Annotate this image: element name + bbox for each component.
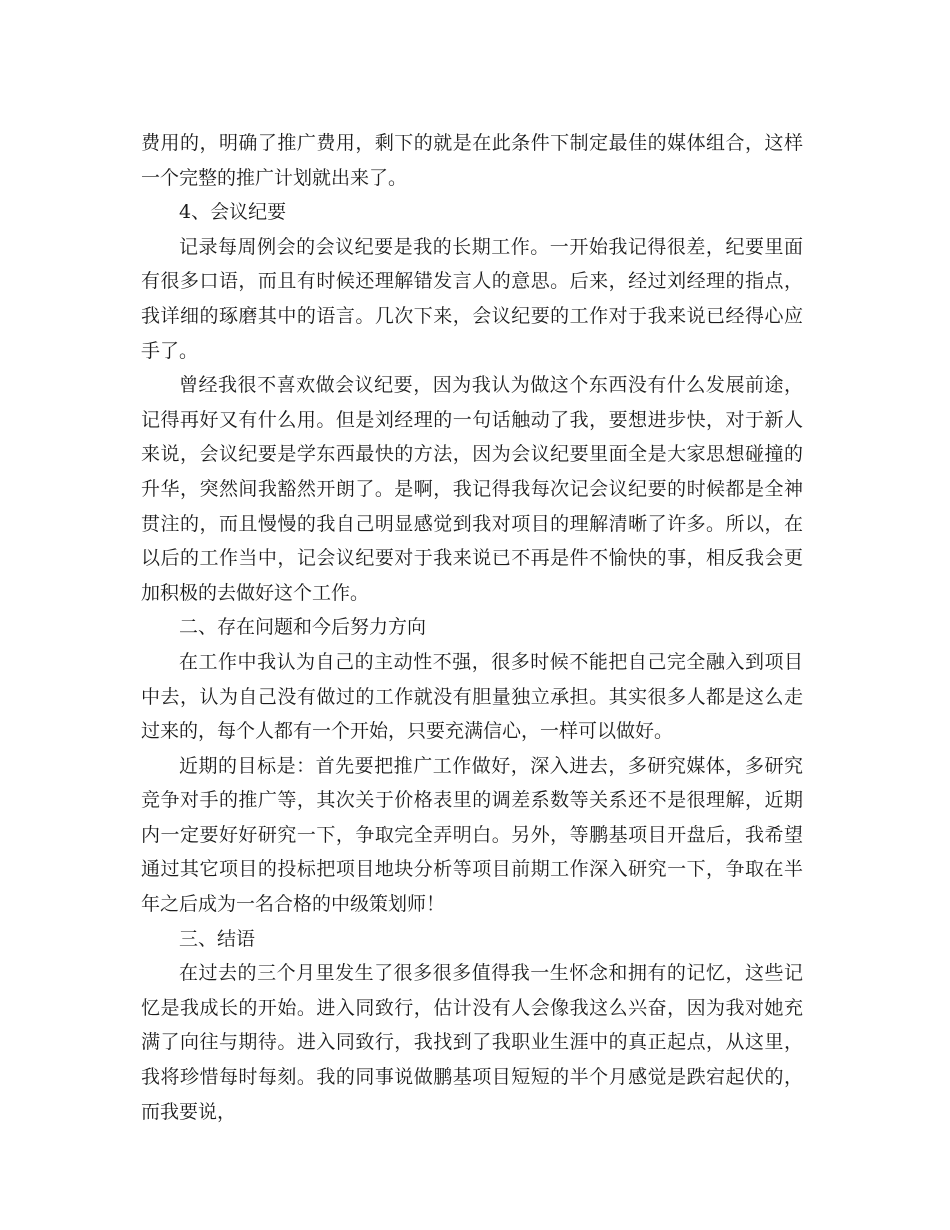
paragraph: 记录每周例会的会议纪要是我的长期工作。一开始我记得很差，纪要里面有很多口语，而且有时候还理解错发言人的意思。后来，经过刘经理的指点，我详细的琢磨其中的语言。几次下来，会议纪要的工作对于我来说已经得心应手了。 xyxy=(141,235,803,362)
section-heading-meeting-minutes: 4、会议纪要 xyxy=(179,201,287,224)
paragraph: 在工作中我认为自己的主动性不强，很多时候不能把自己完全融入到项目中去，认为自己没有做过的工作就没有胆量独立承担。其实很多人都是这么走过来的，每个人都有一个开始，只要充满信心，一样可以做好。 xyxy=(141,650,803,743)
paragraph-continuation: 费用的，明确了推广费用，剩下的就是在此条件下制定最佳的媒体组合，这样一个完整的推广计划就出来了。 xyxy=(141,132,803,189)
paragraph: 曾经我很不喜欢做会议纪要，因为我认为做这个东西没有什么发展前途，记得再好又有什么用。但是刘经理的一句话触动了我，要想进步快，对于新人来说，会议纪要是学东西最快的方法，因为会议纪要里面全是大家思想碰撞的升华，突然间我豁然开朗了。是啊，我记得我每次记会议纪要的时候都是全神贯注的，而且慢慢的我自己明显感觉到我对项目的理解清晰了许多。所以，在以后的工作当中，记会议纪要对于我来说已不再是件不愉快的事，相反我会更加积极的去做好这个工作。 xyxy=(141,374,803,604)
section-heading-problems-and-direction: 二、存在问题和今后努力方向 xyxy=(179,616,427,639)
section-heading-conclusion: 三、结语 xyxy=(179,927,256,950)
paragraph: 在过去的三个月里发生了很多很多值得我一生怀念和拥有的记忆，这些记忆是我成长的开始。进入同致行，估计没有人会像我这么兴奋，因为我对她充满了向往与期待。进入同致行，我找到了我职业生涯中的真正起点，从这里，我将珍惜每时每刻。我的同事说做鹏基项目短短的半个月感觉是跌宕起伏的，而我要说， xyxy=(141,962,803,1123)
document-body xyxy=(141,126,803,1129)
paragraph: 近期的目标是：首先要把推广工作做好，深入进去，多研究媒体，多研究竞争对手的推广等，其次关于价格表里的调差系数等关系还不是很理解，近期内一定要好好研究一下，争取完全弄明白。另外，等鹏基项目开盘后，我希望通过其它项目的投标把项目地块分析等项目前期工作深入研究一下，争取在半年之后成为一名合格的中级策划师！ xyxy=(141,754,803,916)
